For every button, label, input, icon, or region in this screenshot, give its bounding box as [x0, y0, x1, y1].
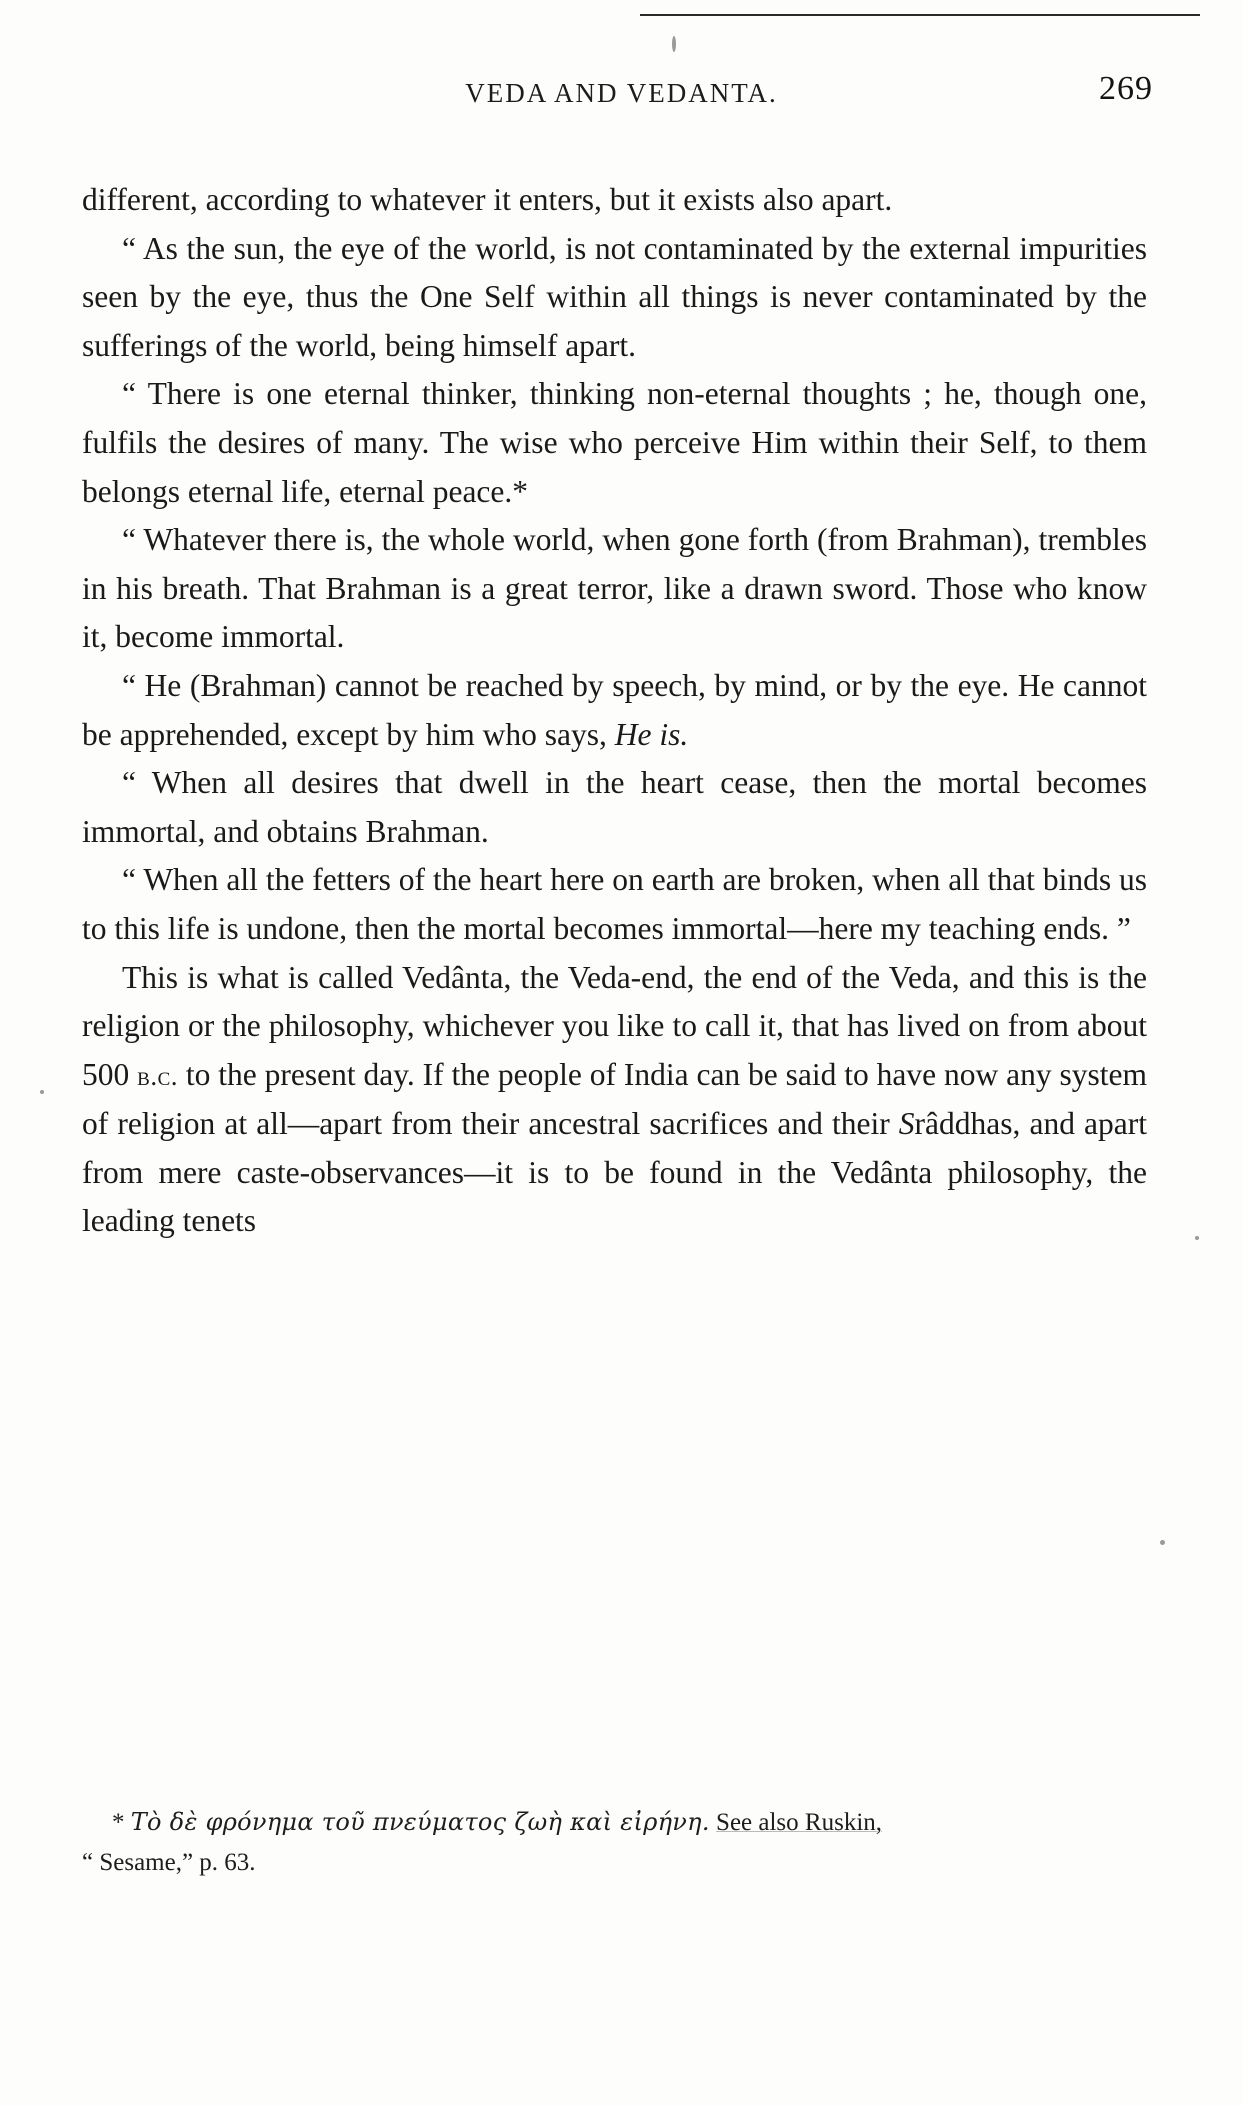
paragraph-8-part-c: râddhas, and apart from mere caste-observances—it is to be found in the Vedânta philosophy, the leading tenets — [82, 1106, 1147, 1239]
footnote-reference: See also Ruskin, — [716, 1809, 883, 1836]
paragraph-7: “ When all the fetters of the heart here on earth are broken, when all that binds us to this life is undone, then the mortal becomes immortal—here my teaching ends. ” — [82, 862, 1147, 946]
top-rule — [640, 14, 1200, 16]
footnote-second-line: “ Sesame,” p. 63. — [82, 1849, 256, 1876]
paragraph-5-text: “ He (Brahman) cannot be reached by speech, by mind, or by the eye. He cannot be apprehended, except by him who says, — [82, 667, 1147, 752]
footnote-marker: * — [112, 1809, 125, 1836]
paragraph-3: “ There is one eternal thinker, thinking non-eternal thoughts ; he, though one, fulfils the desires of many. The wise who perceive Him within their Self, to them belongs eternal life, eternal peace.* — [82, 376, 1147, 509]
paragraph-8-part-b: to the present day. If the people of India can be said to have now any system of religion at all—apart from their ancestral sacrifices and their — [82, 1056, 1148, 1142]
paragraph-8-part-a: This is what is called Vedânta, the Veda-end, the end of the Veda, and this is the religion or the philosophy, whichever you like to call it, that has lived on from about 500 — [82, 959, 1147, 1092]
body-text-column — [82, 176, 1147, 1246]
paragraph-1: different, according to whatever it enters, but it exists also apart. — [82, 182, 893, 217]
paragraph-2: “ As the sun, the eye of the world, is not contaminated by the external impurities seen by the eye, thus the One Self within all things is never contaminated by the sufferings of the world, being himself apart. — [82, 230, 1147, 363]
era-abbreviation: b.c. — [137, 1060, 178, 1091]
paragraph-8 — [82, 954, 1147, 1247]
paper-speck — [672, 36, 676, 52]
footnote-greek-quote: Τὸ δὲ φρόνημα τοῦ πνεύματος ζωὴ καὶ εἰρήνη. — [130, 1808, 710, 1836]
paragraph-5-italic: He is. — [614, 716, 689, 752]
paragraph-6: “ When all desires that dwell in the heart cease, then the mortal becomes immortal, and obtains Brahman. — [82, 765, 1147, 849]
paper-speck — [1195, 1236, 1199, 1240]
paragraph-4: “ Whatever there is, the whole world, when gone forth (from Brahman), trembles in his breath. That Brahman is a great terror, like a drawn sword. Those who know it, become immortal. — [82, 522, 1147, 655]
paragraph-5 — [82, 662, 1147, 759]
page-number: 269 — [1099, 70, 1153, 107]
running-head — [0, 70, 1243, 118]
paper-speck — [40, 1090, 44, 1094]
footnote — [82, 1802, 1147, 1883]
running-head-title: VEDA AND VEDANTA. — [465, 78, 778, 108]
sraddha-initial: S — [898, 1106, 915, 1142]
paper-speck — [1160, 1540, 1165, 1545]
